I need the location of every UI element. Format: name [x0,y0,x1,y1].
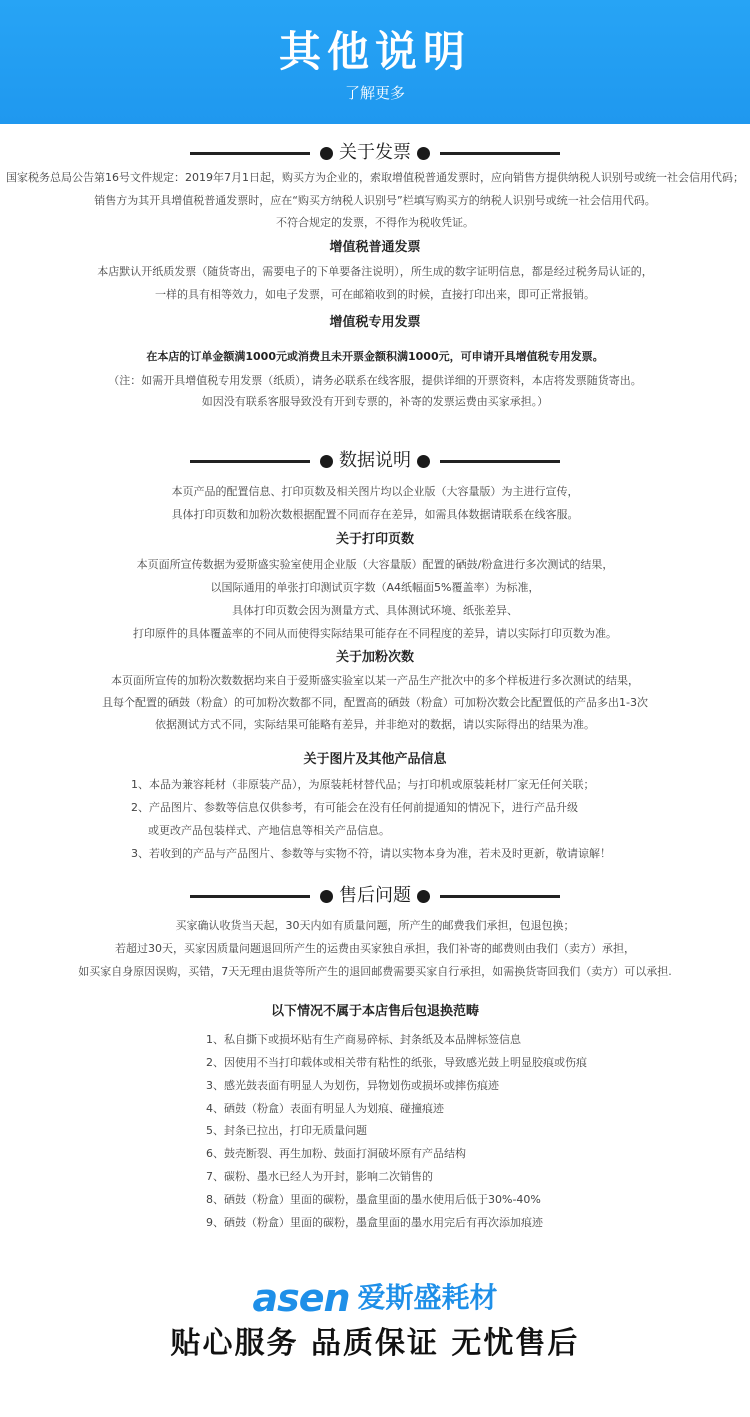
section-heading-data [0,446,750,476]
paragraph-line: 本店默认开纸质发票（随货寄出，需要电子的下单要备注说明），所生成的数字证明信息，都是经过税务局认证的， [97,265,653,278]
header-banner [0,0,750,124]
paragraph-line: 不符合规定的发票，不得作为税收凭证。 [276,216,474,229]
bullet-dot-icon [417,147,430,160]
section-title: 数据说明 [339,450,411,471]
divider-line [440,895,560,898]
subsection-title: 以下情况不属于本店售后包退换范畴 [270,1004,479,1019]
paragraph-line: 如买家自身原因误购，买错，7天无理由退货等所产生的退回邮费需要买家自行承担，如需换货寄回我们（卖方）可以承担. [78,965,672,978]
list-item: 5、封条已拉出，打印无质量问题 [206,1124,367,1137]
list-item: 7、碳粉、墨水已经人为开封，影响二次销售的 [206,1170,433,1183]
list-item: 9、硒鼓（粉盒）里面的碳粉，墨盒里面的墨水用完后有再次添加痕迹 [206,1216,543,1229]
paragraph-line: 本页产品的配置信息、打印页数及相关图片均以企业版（大容量版）为主进行宣传， [171,485,579,498]
subsection-title: 关于加粉次数 [335,650,414,665]
subsection-title: 增值税专用发票 [329,315,421,330]
paragraph-line: 依据测试方式不同，实际结果可能略有差异，并非绝对的数据，请以实际得出的结果为准。 [155,718,595,731]
section-heading-after-sales [0,881,750,911]
list-item: 或更改产品包装样式、产地信息等相关产品信息。 [148,824,390,837]
list-item: 2、产品图片、参数等信息仅供参考，有可能会在没有任何前提通知的情况下，进行产品升级 [131,801,578,814]
brand-logo: asen [252,1276,350,1320]
list-item: 4、硒鼓（粉盒）表面有明显人为划痕、碰撞痕迹 [206,1102,444,1115]
paragraph-line: （注：如需开具增值税专用发票（纸质），请务必联系在线客服，提供详细的开票资料，本店将发票随货寄出。 [108,374,642,387]
page-subtitle: 了解更多 [344,84,405,102]
paragraph-line-bold: 在本店的订单金额满1000元或消费且未开票金额积满1000元，可申请开具增值税专用发票。 [146,350,604,363]
paragraph-line: 且每个配置的硒鼓（粉盒）的可加粉次数都不同，配置高的硒鼓（粉盒）可加粉次数会比配置低的产品多出1-3次 [102,696,648,709]
divider-line [440,152,560,155]
paragraph-line: 如因没有联系客服导致没有开到专票的，补寄的发票运费由买家承担。） [201,395,549,408]
paragraph-line: 打印原件的具体覆盖率的不同从而使得实际结果可能存在不同程度的差异，请以实际打印页数为准。 [133,627,617,640]
bullet-dot-icon [417,455,430,468]
bullet-dot-icon [320,890,333,903]
section-title: 关于发票 [339,142,411,163]
divider-line [440,460,560,463]
subsection-title: 关于打印页数 [335,532,414,547]
paragraph-line: 若超过30天，买家因质量问题退回所产生的运费由买家独自承担，我们补寄的邮费则由我们（卖方）承担， [115,942,635,955]
list-item: 8、硒鼓（粉盒）里面的碳粉，墨盒里面的墨水使用后低于30%-40% [206,1193,541,1206]
bullet-dot-icon [320,147,333,160]
paragraph-line: 国家税务总局公告第16号文件规定：2019年7月1日起，购买方为企业的，索取增值税普通发票时，应向销售方提供纳税人识别号或统一社会信用代码； [6,171,744,184]
list-item: 2、因使用不当打印载体或相关带有粘性的纸张，导致感光鼓上明显胶痕或伤痕 [206,1056,587,1069]
brand-block [0,1276,750,1320]
brand-slogan: 贴心服务 品质保证 无忧售后 [170,1326,580,1361]
paragraph-line: 本页面所宣传数据为爱斯盛实验室使用企业版（大容量版）配置的硒鼓/粉盒进行多次测试的结果， [136,558,614,571]
list-item: 6、鼓壳断裂、再生加粉、鼓面打洞破坏原有产品结构 [206,1147,466,1160]
paragraph-line: 本页面所宣传的加粉次数数据均来自于爱斯盛实验室以某一产品生产批次中的多个样板进行多次测试的结果， [111,674,639,687]
paragraph-line: 以国际通用的单张打印测试页字数（A4纸幅面5%覆盖率）为标准， [210,581,540,594]
list-item: 3、感光鼓表面有明显人为划伤，异物划伤或损坏或摔伤痕迹 [206,1079,499,1092]
divider-line [190,460,310,463]
bullet-dot-icon [320,455,333,468]
paragraph-line: 具体打印页数会因为测量方式、具体测试环境、纸张差异、 [232,604,518,617]
list-item: 1、私自撕下或损坏贴有生产商易碎标、封条纸及本品牌标签信息 [206,1033,521,1046]
bullet-dot-icon [417,890,430,903]
subsection-title: 关于图片及其他产品信息 [303,752,447,767]
list-item: 1、本品为兼容耗材（非原装产品），为原装耗材替代品；与打印机或原装耗材厂家无任何关联； [131,778,595,791]
divider-line [190,895,310,898]
paragraph-line: 具体打印页数和加粉次数根据配置不同而存在差异，如需具体数据请联系在线客服。 [171,508,579,521]
paragraph-line: 销售方为其开具增值税普通发票时，应在“购买方纳税人识别号”栏填写购买方的纳税人识别号或统一社会信用代码。 [94,194,656,207]
brand-name: 爱斯盛耗材 [357,1281,498,1314]
page-title: 其他说明 [278,27,471,76]
list-item: 3、若收到的产品与产品图片、参数等与实物不符，请以实物本身为准，若未及时更新，敬请谅解！ [131,847,611,860]
paragraph-line: 一样的具有相等效力，如电子发票，可在邮箱收到的时候，直接打印出来，即可正常报销。 [155,288,595,301]
divider-line [190,152,310,155]
section-heading-invoice [0,138,750,168]
paragraph-line: 买家确认收货当天起，30天内如有质量问题，所产生的邮费我们承担，包退包换； [175,919,575,932]
section-title: 售后问题 [339,885,411,906]
subsection-title: 增值税普通发票 [329,240,421,255]
